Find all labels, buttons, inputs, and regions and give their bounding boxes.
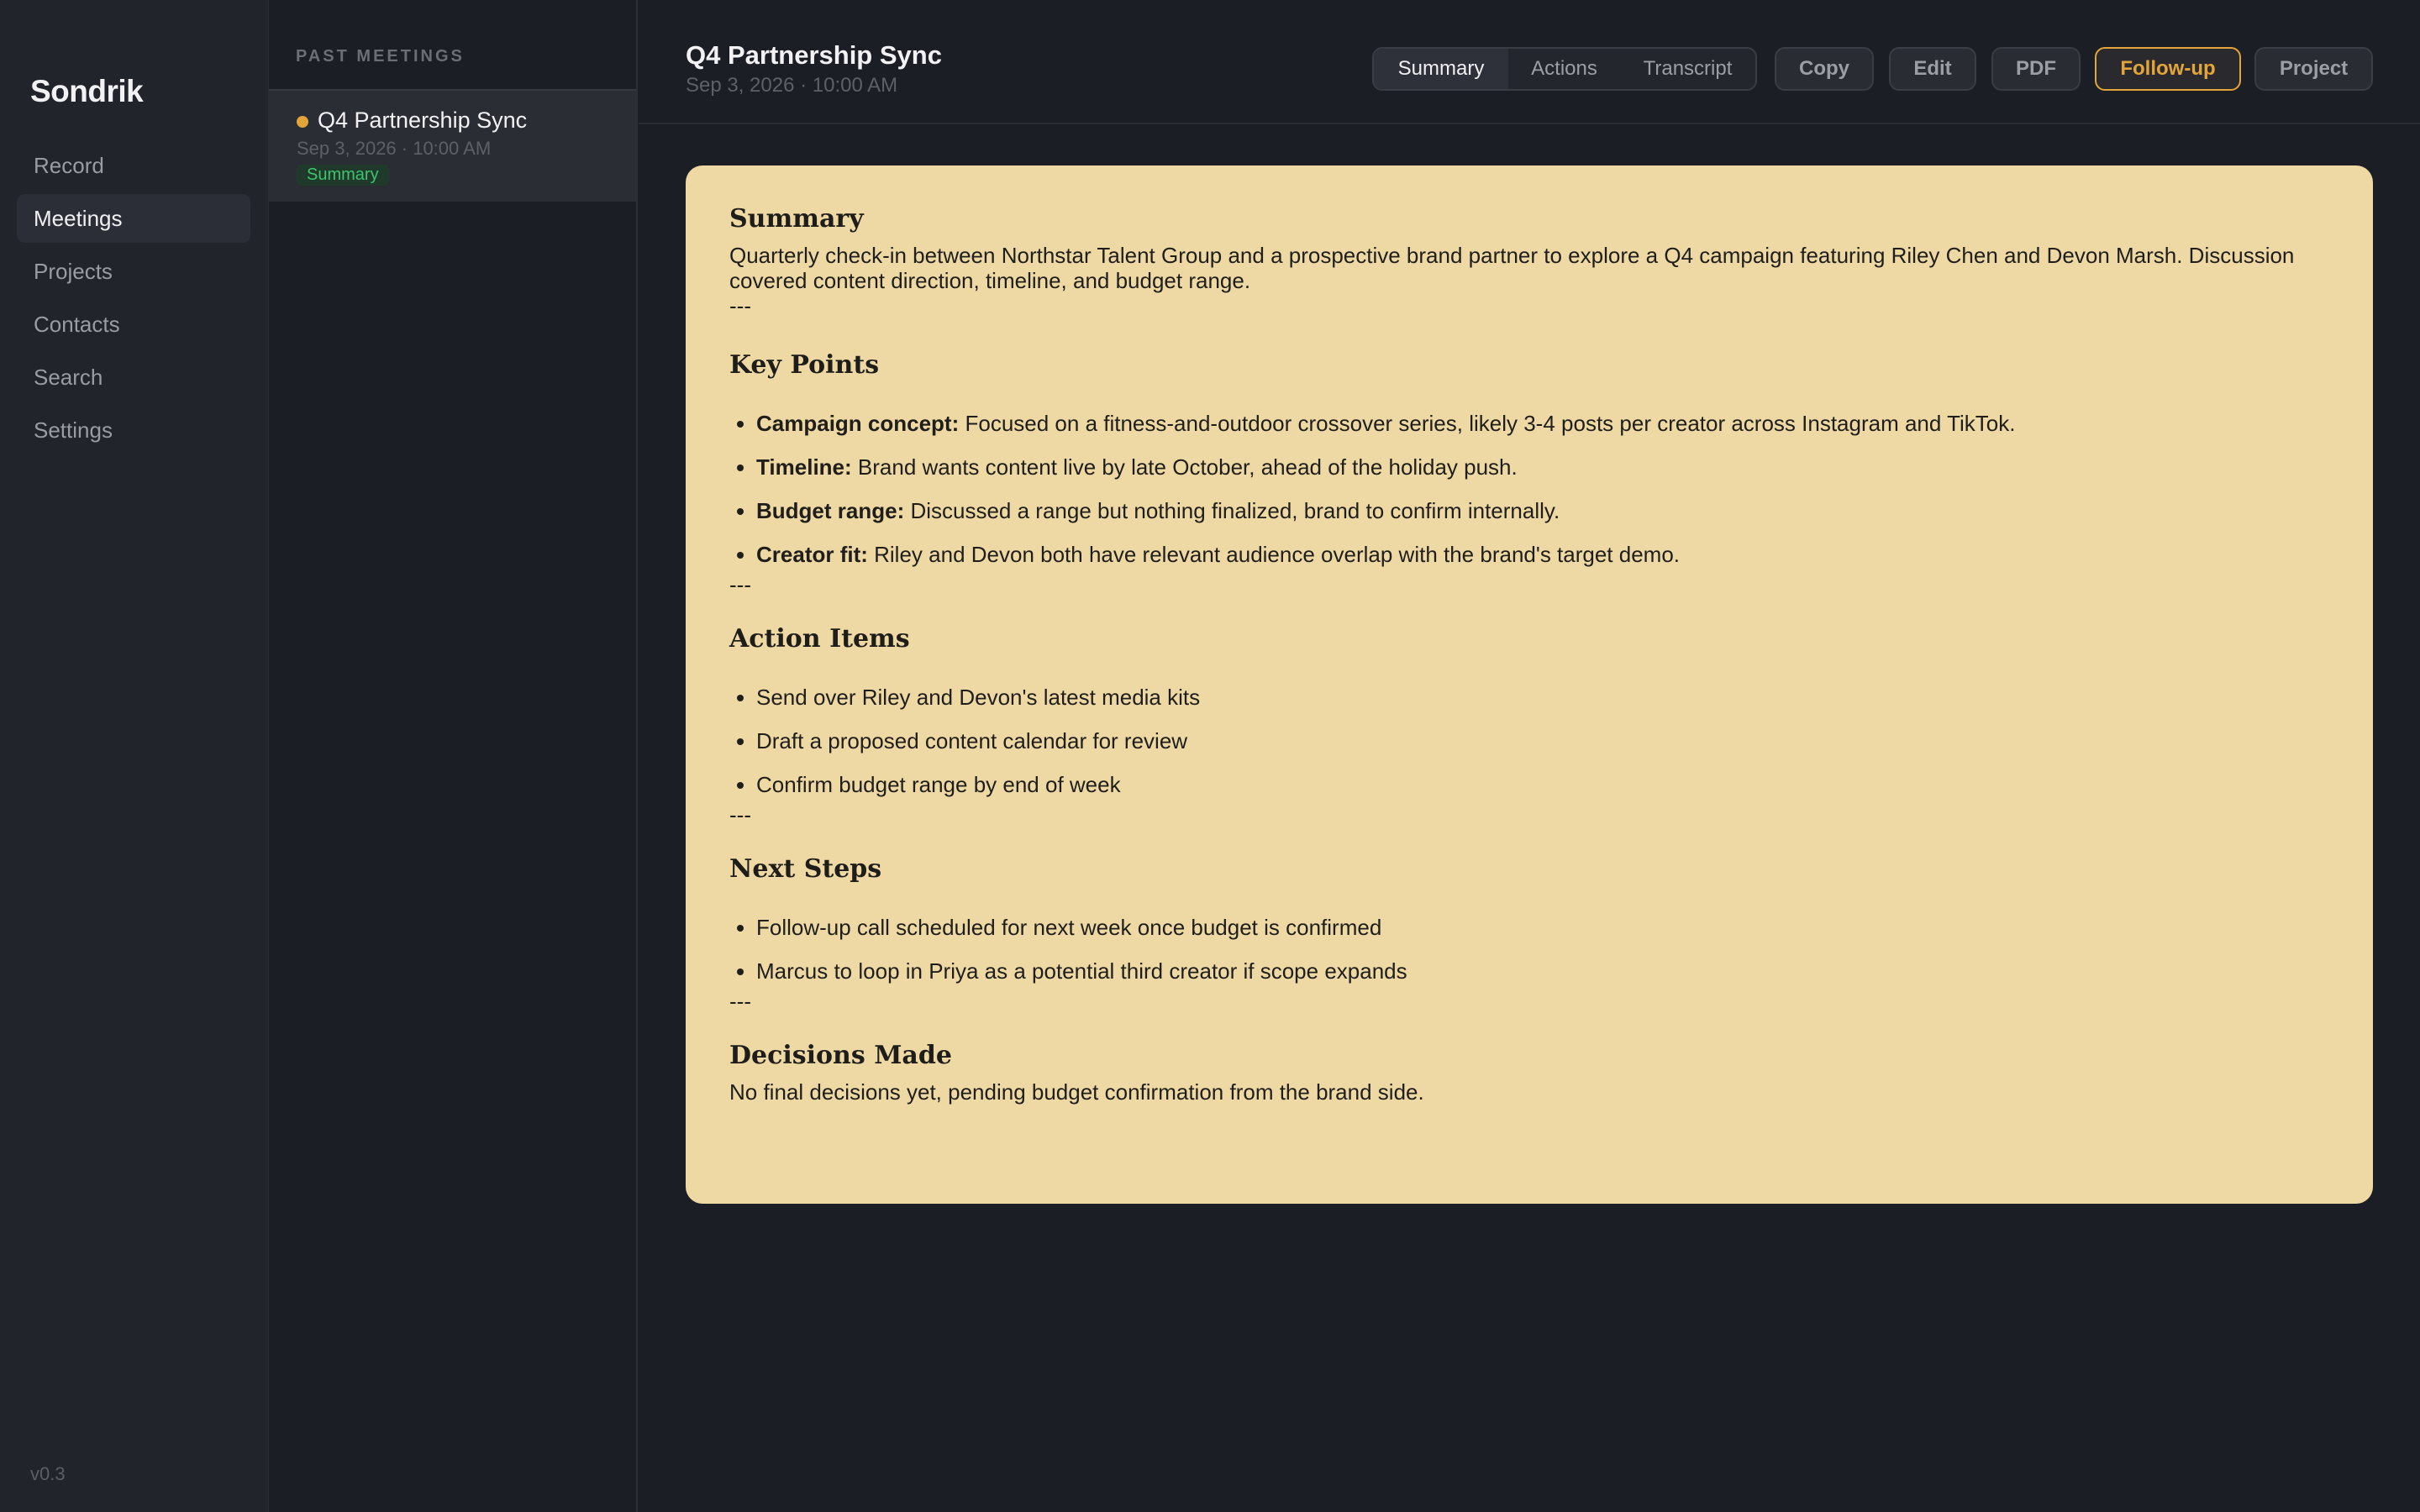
summary-heading: Summary bbox=[729, 204, 864, 234]
app-version: v0.3 bbox=[30, 1463, 66, 1484]
next-steps-list bbox=[729, 915, 2329, 984]
tab-actions[interactable]: Actions bbox=[1531, 57, 1597, 80]
sidebar-item-search[interactable]: Search bbox=[34, 365, 103, 390]
sidebar-item-projects[interactable]: Projects bbox=[34, 259, 113, 284]
meeting-list-item[interactable] bbox=[269, 89, 636, 202]
page-title: Q4 Partnership Sync bbox=[686, 40, 942, 70]
key-point-label: Creator fit: bbox=[756, 542, 868, 567]
list-item: • Marcus to loop in Priya as a potential third creator if scope expands bbox=[756, 958, 2329, 984]
sidebar-item-contacts[interactable]: Contacts bbox=[34, 312, 120, 337]
next-steps-heading: Next Steps bbox=[729, 854, 882, 884]
sidebar-item-meetings[interactable]: Meetings bbox=[17, 194, 250, 243]
tab-summary[interactable]: Summary bbox=[1374, 49, 1508, 89]
sidebar bbox=[0, 0, 269, 1512]
decisions-text: No final decisions yet, pending budget confirmation from the brand side. bbox=[729, 1079, 1424, 1105]
sidebar-nav bbox=[17, 141, 250, 459]
status-badge: Summary bbox=[297, 165, 389, 186]
key-point-text: Brand wants content live by late October, ahead of the holiday push. bbox=[851, 454, 1518, 480]
app-logo: Sondrik bbox=[30, 74, 144, 108]
key-point-label: Campaign concept: bbox=[756, 411, 960, 436]
list-item: • Draft a proposed content calendar for review bbox=[756, 728, 2329, 753]
list-item bbox=[756, 454, 2329, 480]
list-item bbox=[756, 411, 2329, 436]
meeting-header bbox=[639, 0, 2420, 124]
sidebar-item-record[interactable]: Record bbox=[34, 153, 104, 178]
section-separator: --- bbox=[729, 989, 751, 1014]
summary-card bbox=[686, 165, 2373, 1204]
list-item: • Send over Riley and Devon's latest media kits bbox=[756, 685, 2329, 710]
tab-transcript[interactable]: Transcript bbox=[1643, 57, 1733, 80]
meeting-list-panel bbox=[269, 0, 638, 1512]
list-item bbox=[756, 498, 2329, 523]
action-items-heading: Action Items bbox=[729, 624, 910, 654]
list-item: • Follow-up call scheduled for next week once budget is confirmed bbox=[756, 915, 2329, 940]
decisions-heading: Decisions Made bbox=[729, 1041, 952, 1070]
key-point-label: Timeline: bbox=[756, 454, 852, 480]
summary-text: Quarterly check-in between Northstar Talent Group and a prospective brand partner to explore a Q4 campaign featuring Riley Chen and Devon Marsh. Discussion covered content direction, timeline, and budget range. bbox=[729, 243, 2295, 293]
list-item bbox=[756, 542, 2329, 567]
sidebar-item-settings[interactable]: Settings bbox=[34, 417, 113, 443]
follow-up-button[interactable]: Follow-up bbox=[2095, 47, 2241, 91]
meeting-item-date: Sep 3, 2026 · 10:00 AM bbox=[297, 138, 492, 159]
page-date: Sep 3, 2026 · 10:00 AM bbox=[686, 74, 898, 97]
key-point-text: Riley and Devon both have relevant audience overlap with the brand's target demo. bbox=[867, 542, 1681, 567]
key-point-text: Focused on a fitness-and-outdoor crossover series, likely 3-4 posts per creator across Instagram and TikTok. bbox=[959, 411, 2016, 436]
key-point-label: Budget range: bbox=[756, 498, 905, 523]
copy-button[interactable]: Copy bbox=[1775, 47, 1874, 91]
section-separator: --- bbox=[729, 572, 751, 597]
section-separator: --- bbox=[729, 802, 751, 827]
key-points-heading: Key Points bbox=[729, 350, 880, 380]
pdf-button[interactable]: PDF bbox=[1991, 47, 2081, 91]
meeting-item-title: Q4 Partnership Sync bbox=[318, 108, 528, 133]
status-dot-icon bbox=[297, 116, 308, 128]
key-point-text: Discussed a range but nothing finalized, brand to confirm internally. bbox=[904, 498, 1560, 523]
key-points-list bbox=[729, 411, 2329, 567]
action-items-list bbox=[729, 685, 2329, 797]
section-separator: --- bbox=[729, 293, 751, 318]
meeting-list-header: PAST MEETINGS bbox=[296, 47, 465, 66]
list-item: • Confirm budget range by end of week bbox=[756, 772, 2329, 797]
edit-button[interactable]: Edit bbox=[1889, 47, 1976, 91]
view-tabs bbox=[1372, 47, 1757, 91]
project-button[interactable]: Project bbox=[2254, 47, 2373, 91]
